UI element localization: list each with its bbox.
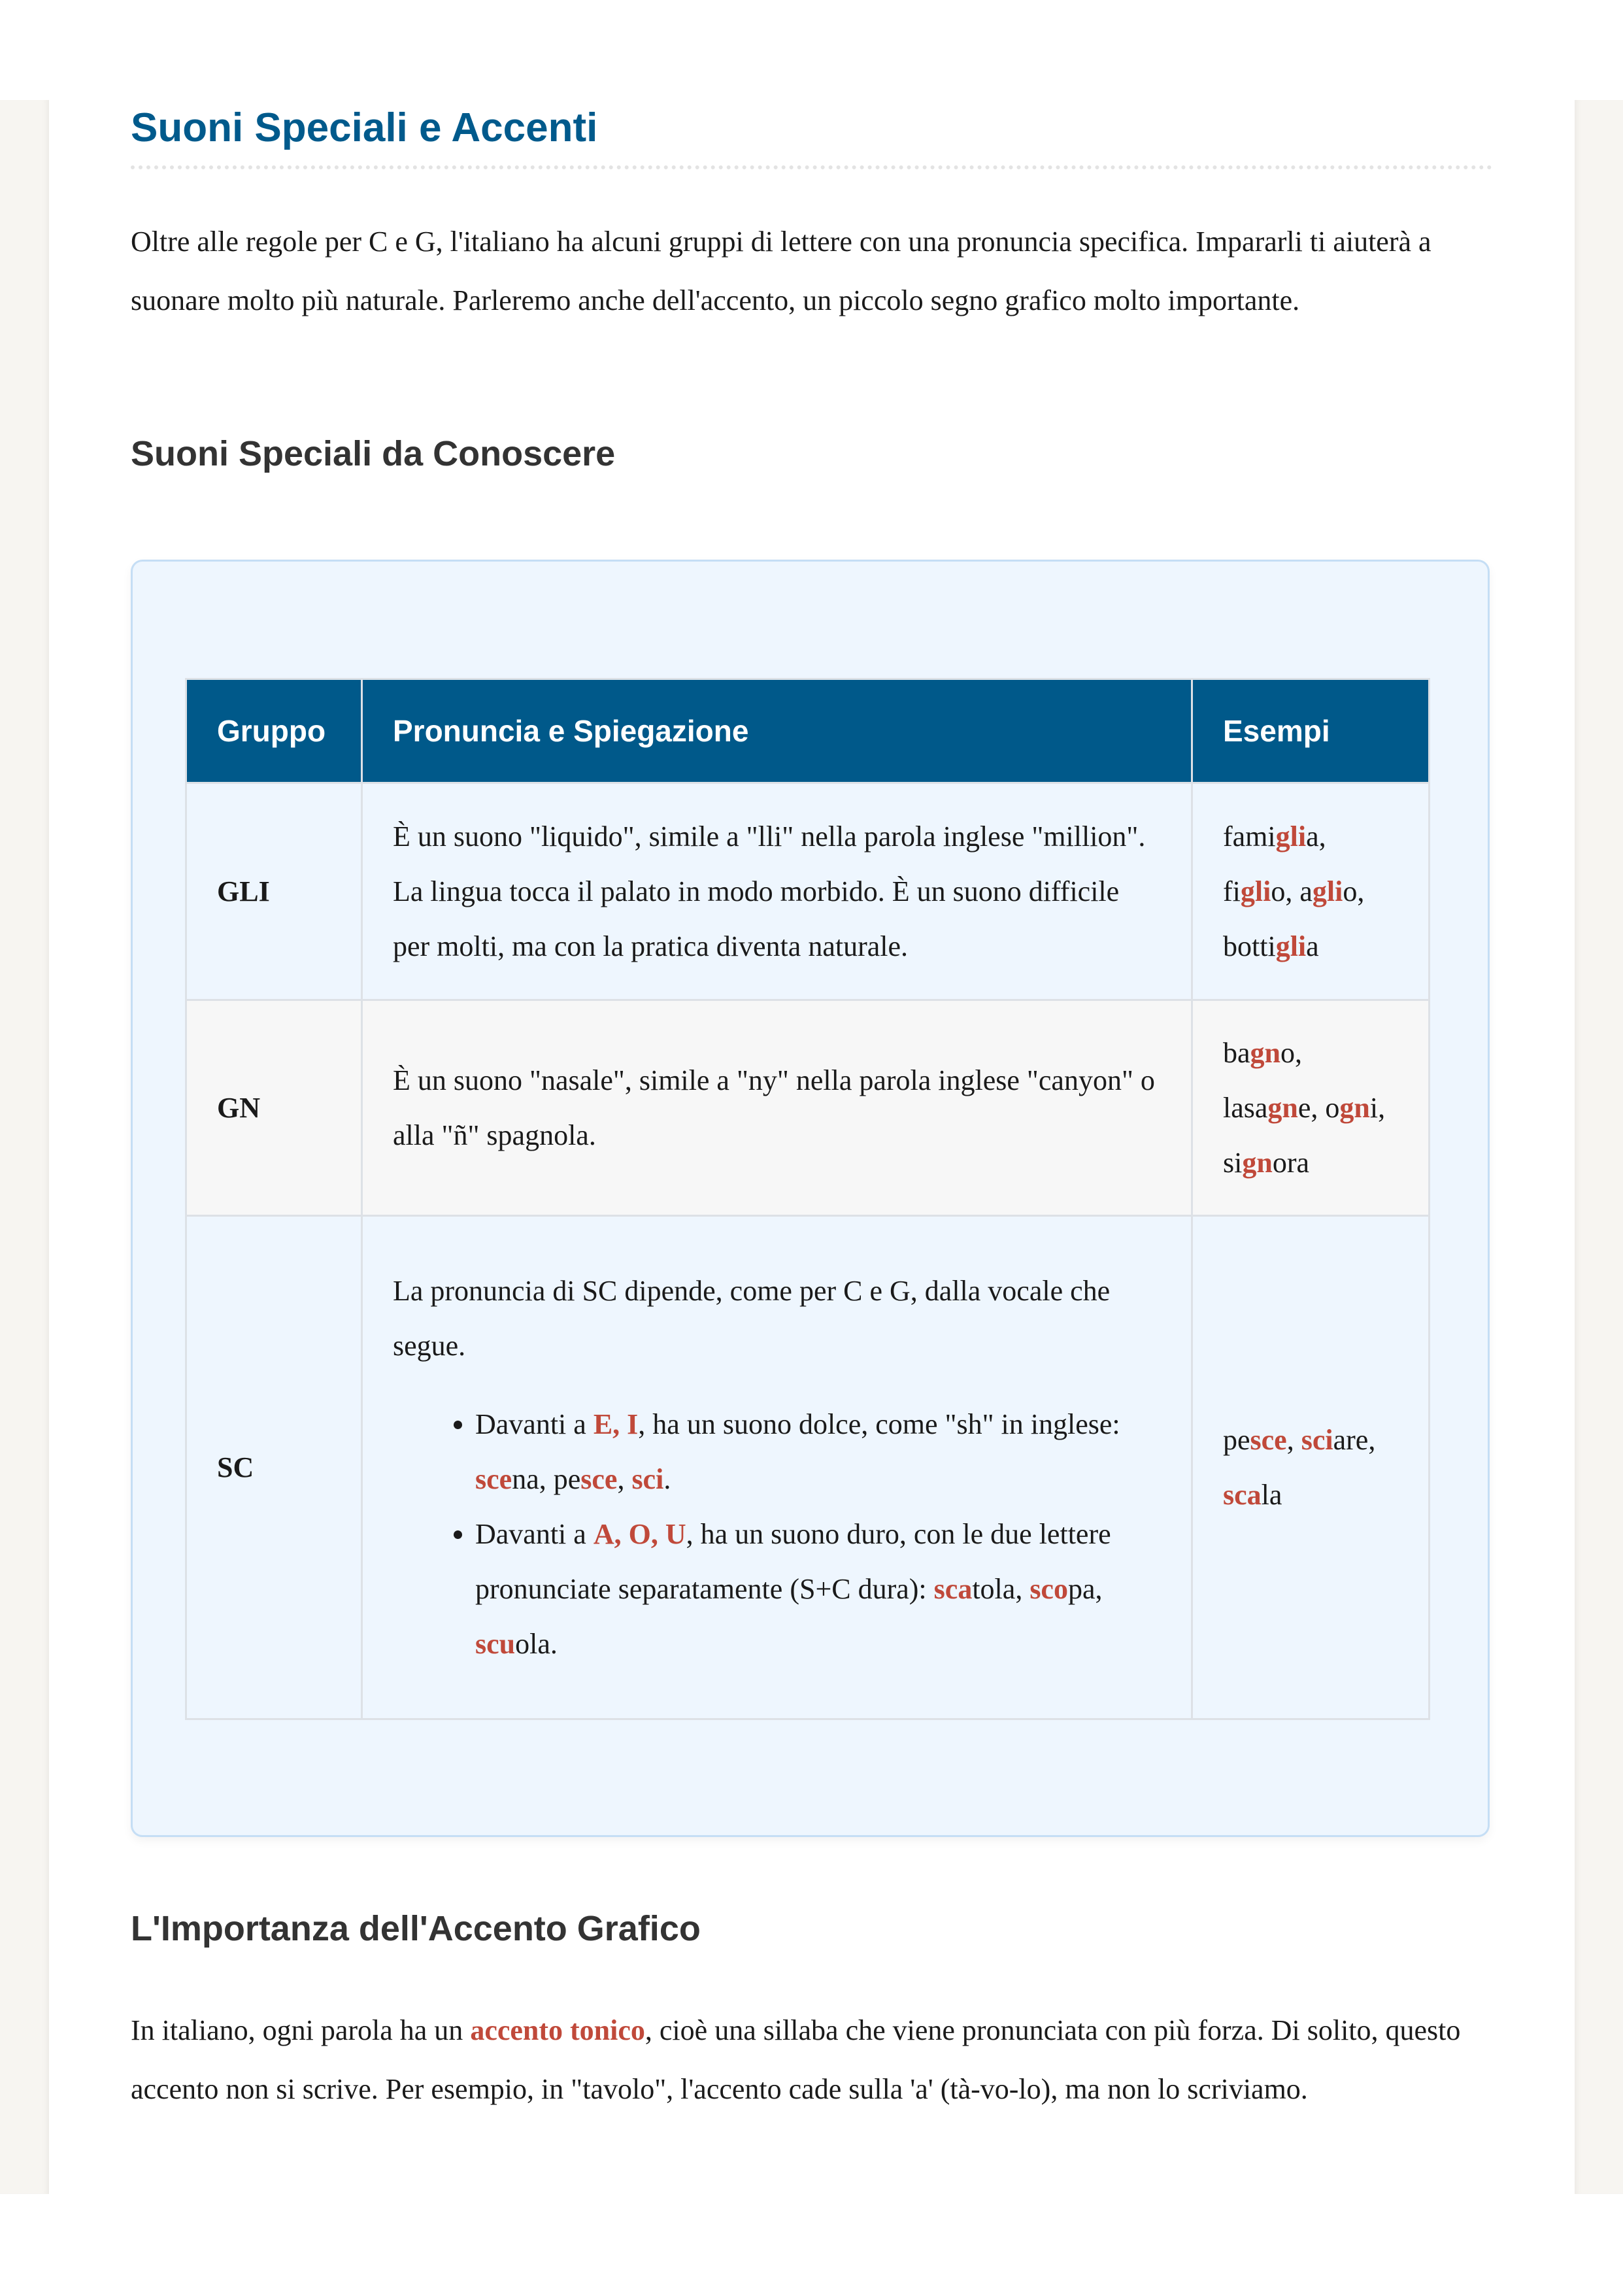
page-margin-left [0,100,49,2194]
example-word: scuola [475,1627,550,1660]
rule-words: scena, pesce, sci. [475,1462,671,1495]
examples-list: bagno, lasagne, ogni, signora [1223,1036,1386,1179]
example-word: pesce [553,1462,618,1495]
table-header-row [186,679,1430,783]
rule-prefix: Davanti a [475,1517,594,1550]
rule-words: scatola, scopa, scuola. [475,1572,1103,1660]
section-title: Suoni Speciali e Accenti [131,105,598,150]
explanation-cell [362,1216,1192,1719]
highlighted-letters: sce [580,1462,618,1495]
highlighted-letters: sca [933,1572,973,1605]
sounds-table [185,678,1430,1720]
group-cell: GN [186,1000,362,1216]
outro-before: In italiano, ogni parola ha un [131,2014,471,2046]
example-word: bagno [1223,1036,1296,1069]
examples-cell [1192,783,1430,1000]
table-row [186,1216,1430,1719]
header-esempi: Esempi [1192,679,1430,783]
example-word: lasagne [1223,1091,1311,1124]
outro-after: , cioè una sillaba che viene pronunciata con più forza. Di solito, questo accento non si scrive. Per esempio, in "tavolo", l'accento cade sulla 'a' (tà-vo-lo), ma non lo scriviamo. [131,2014,1461,2105]
highlighted-letters: gn [1267,1091,1298,1124]
explanation-cell: È un suono "nasale", simile a "ny" nella parola inglese "canyon" o alla "ñ" spagnola. [362,1000,1192,1216]
sc-rule-hard [475,1507,1161,1672]
table-row [186,783,1430,1000]
examples-list: famiglia, figlio, aglio, bottiglia [1223,820,1365,962]
page-margin-right [1575,100,1623,2194]
explanation-cell: È un suono "liquido", simile a "lli" nella parola inglese "million". La lingua tocca il palato in modo morbido. È un suono difficile per molti, ma con la pratica diventa naturale. [362,783,1192,1000]
highlighted-letters: gn [1339,1091,1370,1124]
highlighted-letters: sce [1250,1423,1287,1456]
sc-rules-list [393,1397,1161,1672]
header-gruppo: Gruppo [186,679,362,783]
rule-middle: , ha un suono dolce, come "sh" in inglese: [638,1408,1120,1440]
highlighted-letters: sce [475,1462,512,1495]
subheading-accent: L'Importanza dell'Accento Grafico [131,1909,701,1948]
example-word: signora [1223,1146,1310,1179]
sc-intro-text: La pronuncia di SC dipende, come per C e G, dalla vocale che segue. [393,1274,1111,1362]
highlighted-letters: gli [1275,820,1307,853]
group-cell: SC [186,1216,362,1719]
example-word: bottiglia [1223,930,1319,962]
example-word: aglio [1299,875,1358,907]
subheading-special-sounds: Suoni Speciali da Conoscere [131,434,616,473]
highlighted-letters: gn [1242,1146,1273,1179]
document-page [49,100,1575,2194]
example-word: scopa [1029,1572,1096,1605]
sounds-card [131,560,1490,1837]
example-word: famiglia [1223,820,1319,853]
rule-vowels: A, O, U [593,1517,686,1550]
table-row [186,1000,1430,1216]
rule-vowels: E, I [593,1408,639,1440]
example-word: scena [475,1462,539,1495]
header-pronuncia: Pronuncia e Spiegazione [362,679,1192,783]
accento-tonico-term: accento tonico [470,2014,645,2046]
examples-cell [1192,1216,1430,1719]
highlighted-letters: sco [1029,1572,1068,1605]
sc-rule-soft [475,1397,1161,1507]
group-cell: GLI [186,783,362,1000]
example-word: scala [1223,1478,1282,1511]
highlighted-letters: gli [1240,875,1271,907]
highlighted-letters: gn [1250,1036,1281,1069]
highlighted-letters: gli [1275,930,1307,962]
example-word: scatola [933,1572,1016,1605]
rule-middle: , ha un suono duro, con le due lettere pronunciate separatamente (S+C dura): [475,1517,1111,1605]
example-word: ogni [1325,1091,1379,1124]
highlighted-letters: sci [631,1462,664,1495]
title-divider [131,165,1492,169]
example-word: sciare [1301,1423,1369,1456]
intro-paragraph: Oltre alle regole per C e G, l'italiano ha alcuni gruppi di lettere con una pronuncia specifica. Impararli ti aiuterà a suonare molto più naturale. Parleremo anche dell'accento, un piccolo segno grafico molto importante. [131,226,1431,316]
highlighted-letters: scu [475,1627,516,1660]
example-word [631,1463,663,1495]
examples-list: pesce, sciare, scala [1223,1423,1376,1511]
highlighted-letters: sca [1223,1478,1262,1511]
outro-paragraph [131,2001,1492,2119]
rule-prefix: Davanti a [475,1408,594,1440]
example-word: figlio [1223,875,1286,907]
highlighted-letters: gli [1312,875,1343,907]
examples-cell [1192,1000,1430,1216]
highlighted-letters: sci [1301,1423,1333,1456]
example-word: pesce [1223,1423,1287,1456]
